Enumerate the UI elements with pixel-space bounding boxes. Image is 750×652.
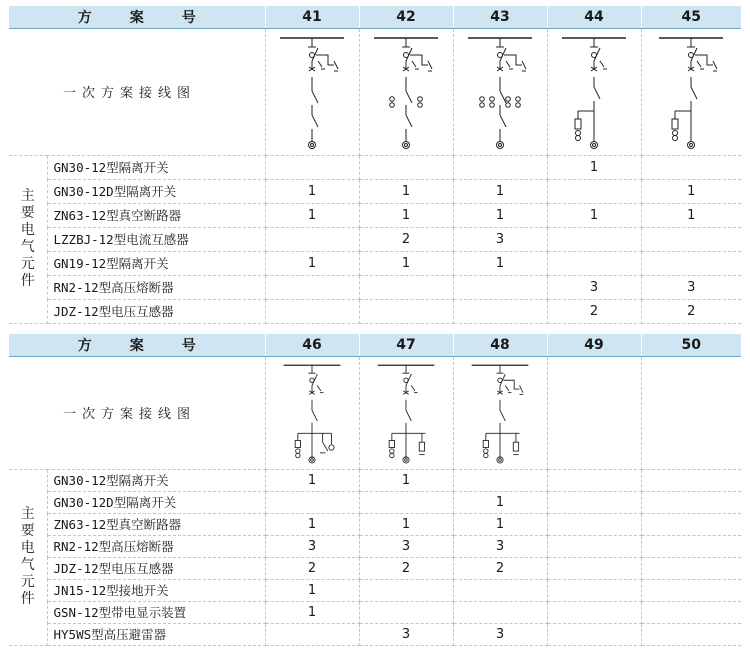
cable-terminal xyxy=(593,143,596,146)
ct-coil xyxy=(418,102,423,107)
scheme-header-row xyxy=(9,334,741,356)
cable-terminal xyxy=(497,141,504,148)
interlock-symbol xyxy=(404,52,409,57)
component-quantity xyxy=(265,299,359,323)
component-row xyxy=(9,275,741,299)
scheme-table-2 xyxy=(9,334,741,646)
component-quantity xyxy=(265,227,359,251)
component-quantity xyxy=(265,275,359,299)
component-name: GN30-12型隔离开关 xyxy=(47,155,265,179)
pt-coil xyxy=(484,453,488,457)
component-name: GN30-12D型隔离开关 xyxy=(47,179,265,203)
component-quantity xyxy=(547,557,641,579)
ct-coil xyxy=(490,96,495,101)
component-quantity xyxy=(641,227,741,251)
cable-terminal xyxy=(311,458,314,461)
wiring-diagram xyxy=(265,28,359,155)
component-row xyxy=(9,557,741,579)
pt-coil xyxy=(576,130,581,135)
component-quantity xyxy=(641,513,741,535)
breaker-blade xyxy=(406,410,411,421)
scheme-table-1 xyxy=(9,6,741,324)
cable-terminal xyxy=(403,141,410,148)
scheme-number: 43 xyxy=(453,6,547,28)
earth-switch-blade xyxy=(519,385,523,392)
component-quantity xyxy=(547,227,641,251)
cable-terminal xyxy=(309,141,316,148)
component-quantity: 1 xyxy=(265,513,359,535)
arrester-symbol xyxy=(513,442,518,451)
component-quantity xyxy=(359,155,453,179)
pt-coil xyxy=(296,448,300,452)
breaker-blade xyxy=(312,410,317,421)
wiring-diagram-row xyxy=(9,28,741,155)
component-name: RN2-12型高压熔断器 xyxy=(47,275,265,299)
component-quantity: 3 xyxy=(359,535,453,557)
component-quantity xyxy=(641,579,741,601)
component-quantity: 1 xyxy=(265,203,359,227)
component-quantity xyxy=(265,491,359,513)
isolator-blade xyxy=(594,48,600,61)
component-quantity xyxy=(547,535,641,557)
component-quantity xyxy=(359,491,453,513)
component-quantity xyxy=(359,275,453,299)
component-quantity xyxy=(265,155,359,179)
component-quantity xyxy=(547,251,641,275)
category-label-text: 主要电气元件 xyxy=(20,188,35,289)
category-label xyxy=(9,155,47,323)
breaker-blade xyxy=(406,91,412,103)
component-quantity: 3 xyxy=(359,623,453,645)
component-quantity: 3 xyxy=(265,535,359,557)
component-quantity: 1 xyxy=(453,513,547,535)
earth-switch-blade xyxy=(697,61,701,67)
category-label-text: 主要电气元件 xyxy=(20,506,35,607)
component-name: JDZ-12型电压互感器 xyxy=(47,557,265,579)
earth-switch-blade xyxy=(411,385,415,390)
scheme-number: 50 xyxy=(641,334,741,356)
component-quantity: 3 xyxy=(453,535,547,557)
component-quantity xyxy=(547,513,641,535)
earth-link xyxy=(504,380,520,389)
component-quantity: 1 xyxy=(359,513,453,535)
wiring-diagram-label: 一次方案接线图 xyxy=(9,28,265,155)
arrester-symbol xyxy=(419,442,424,451)
ct-coil xyxy=(418,96,423,101)
isolator-blade xyxy=(406,115,412,127)
cable-terminal xyxy=(405,458,408,461)
category-label xyxy=(9,469,47,645)
component-quantity: 1 xyxy=(453,251,547,275)
interlock-symbol xyxy=(310,52,315,57)
component-quantity: 2 xyxy=(265,557,359,579)
component-name: JDZ-12型电压互感器 xyxy=(47,299,265,323)
earth-link xyxy=(410,55,428,65)
switch-fuse-pt-alt-diagram xyxy=(651,31,731,153)
wiring-diagram xyxy=(453,356,547,469)
component-quantity xyxy=(547,179,641,203)
ct-coil xyxy=(390,102,395,107)
component-quantity xyxy=(641,469,741,491)
component-quantity xyxy=(547,579,641,601)
wiring-diagram xyxy=(547,356,641,469)
pt-coil xyxy=(673,130,678,135)
component-quantity xyxy=(453,275,547,299)
wiring-diagram xyxy=(359,28,453,155)
component-name: ZN63-12型真空断路器 xyxy=(47,203,265,227)
component-row xyxy=(9,203,741,227)
scheme-number: 46 xyxy=(265,334,359,356)
component-quantity: 1 xyxy=(265,179,359,203)
component-row xyxy=(9,251,741,275)
component-quantity: 1 xyxy=(265,469,359,491)
component-quantity: 1 xyxy=(359,251,453,275)
component-quantity xyxy=(641,557,741,579)
cable-terminal xyxy=(405,143,408,146)
component-row xyxy=(9,469,741,491)
earth-switch-blade xyxy=(506,61,510,67)
component-row xyxy=(9,227,741,251)
component-quantity xyxy=(641,623,741,645)
component-row xyxy=(9,491,741,513)
component-name: GSN-12型带电显示装置 xyxy=(47,601,265,623)
component-quantity xyxy=(453,579,547,601)
wiring-diagram-row xyxy=(9,356,741,469)
component-name: GN30-12型隔离开关 xyxy=(47,469,265,491)
component-quantity: 1 xyxy=(359,203,453,227)
component-quantity xyxy=(641,251,741,275)
cable-terminal xyxy=(311,143,314,146)
earth-switch-blade xyxy=(713,61,717,69)
component-quantity xyxy=(547,469,641,491)
component-quantity xyxy=(641,491,741,513)
dual-switch-breaker-ct2-diagram xyxy=(366,31,446,153)
scheme-number: 42 xyxy=(359,6,453,28)
component-quantity xyxy=(641,155,741,179)
scheme-number: 45 xyxy=(641,6,741,28)
component-quantity: 1 xyxy=(453,179,547,203)
interlock-symbol xyxy=(404,378,408,382)
breaker-blade xyxy=(500,91,506,103)
scheme-number: 47 xyxy=(359,334,453,356)
component-quantity: 1 xyxy=(359,179,453,203)
ct-coil xyxy=(390,96,395,101)
live-indicator xyxy=(329,444,334,449)
pt-coil xyxy=(390,453,394,457)
earth-switch-blade xyxy=(334,61,338,69)
wiring-diagram xyxy=(453,28,547,155)
interlock-symbol xyxy=(498,52,503,57)
component-quantity: 1 xyxy=(265,251,359,275)
component-name: GN19-12型隔离开关 xyxy=(47,251,265,275)
component-quantity xyxy=(641,601,741,623)
isolator-blade xyxy=(312,374,317,386)
component-quantity: 1 xyxy=(265,579,359,601)
fuse-isolator-blade xyxy=(691,87,697,99)
wiring-diagram xyxy=(359,356,453,469)
isolator-blade xyxy=(406,374,411,386)
breaker-blade xyxy=(500,410,505,421)
cable-terminal xyxy=(499,143,502,146)
component-row xyxy=(9,579,741,601)
earth-link xyxy=(504,55,522,65)
cable-terminal xyxy=(688,141,695,148)
component-quantity: 1 xyxy=(641,179,741,203)
component-quantity xyxy=(359,299,453,323)
component-row xyxy=(9,299,741,323)
wiring-diagram xyxy=(641,28,741,155)
pt-coil xyxy=(390,448,394,452)
pt-with-arrester-diagram xyxy=(366,359,446,467)
component-quantity xyxy=(547,491,641,513)
breaker-blade xyxy=(312,91,318,103)
scheme-number: 44 xyxy=(547,6,641,28)
interlock-symbol xyxy=(689,52,694,57)
ct-coil xyxy=(490,102,495,107)
component-quantity: 2 xyxy=(547,299,641,323)
component-name: RN2-12型高压熔断器 xyxy=(47,535,265,557)
isolator-blade xyxy=(312,115,318,127)
wiring-diagram xyxy=(641,356,741,469)
fuse-symbol xyxy=(575,119,581,129)
ct-coil xyxy=(516,102,521,107)
pt-coil xyxy=(673,135,678,140)
scheme-number: 41 xyxy=(265,6,359,28)
ct-coil xyxy=(480,102,485,107)
component-quantity: 1 xyxy=(547,155,641,179)
cable-terminal xyxy=(690,143,693,146)
pt-coil xyxy=(484,448,488,452)
pt-with-arrester-d-diagram xyxy=(460,359,540,467)
fuse-symbol xyxy=(483,440,488,447)
earth-switch-blade xyxy=(318,61,322,67)
ct-coil xyxy=(516,96,521,101)
earth-link xyxy=(695,55,713,65)
component-row xyxy=(9,623,741,645)
wiring-diagram xyxy=(547,28,641,155)
interlock-symbol xyxy=(498,378,502,382)
component-quantity: 3 xyxy=(453,227,547,251)
dual-switch-breaker-ct3-diagram xyxy=(460,31,540,153)
component-quantity xyxy=(453,469,547,491)
component-quantity: 1 xyxy=(359,469,453,491)
earth-switch-blade xyxy=(522,61,526,69)
fuse-isolator-blade xyxy=(594,87,600,99)
component-quantity: 1 xyxy=(641,203,741,227)
switch-fuse-pt-diagram xyxy=(554,31,634,153)
component-name: LZZBJ-12型电流互感器 xyxy=(47,227,265,251)
wiring-diagram xyxy=(265,356,359,469)
component-row xyxy=(9,535,741,557)
component-row xyxy=(9,179,741,203)
dual-switch-breaker-diagram xyxy=(272,31,352,153)
earth-switch-blade xyxy=(317,385,321,390)
component-quantity xyxy=(359,601,453,623)
component-quantity: 1 xyxy=(453,491,547,513)
wiring-diagram-label: 一次方案接线图 xyxy=(9,356,265,469)
component-quantity: 1 xyxy=(265,601,359,623)
fuse-symbol xyxy=(295,440,300,447)
component-name: HY5WS型高压避雷器 xyxy=(47,623,265,645)
component-quantity: 2 xyxy=(453,557,547,579)
earth-switch-blade xyxy=(323,442,328,451)
component-quantity: 3 xyxy=(641,275,741,299)
earth-link xyxy=(316,55,334,65)
interlock-symbol xyxy=(592,52,597,57)
cable-terminal xyxy=(591,141,598,148)
component-quantity: 2 xyxy=(359,557,453,579)
scheme-number: 48 xyxy=(453,334,547,356)
component-quantity: 2 xyxy=(359,227,453,251)
scheme-header-row xyxy=(9,6,741,28)
component-quantity xyxy=(265,623,359,645)
pt-coil xyxy=(296,453,300,457)
component-quantity xyxy=(641,535,741,557)
scheme-number-label: 方案号 xyxy=(9,6,265,28)
component-quantity xyxy=(547,601,641,623)
component-quantity xyxy=(453,601,547,623)
earth-switch-blade xyxy=(412,61,416,67)
component-quantity xyxy=(453,155,547,179)
component-quantity: 3 xyxy=(547,275,641,299)
component-row xyxy=(9,513,741,535)
component-quantity: 1 xyxy=(453,203,547,227)
component-quantity xyxy=(359,579,453,601)
interlock-symbol xyxy=(310,378,314,382)
component-name: GN30-12D型隔离开关 xyxy=(47,491,265,513)
fuse-symbol xyxy=(672,119,678,129)
earth-switch-blade xyxy=(600,61,604,67)
fuse-symbol xyxy=(389,440,394,447)
component-quantity: 2 xyxy=(641,299,741,323)
scheme-number: 49 xyxy=(547,334,641,356)
ct-coil xyxy=(506,96,511,101)
component-row xyxy=(9,155,741,179)
pt-with-earth-switch-diagram xyxy=(272,359,352,467)
component-quantity xyxy=(453,299,547,323)
component-quantity: 1 xyxy=(547,203,641,227)
scheme-number-label: 方案号 xyxy=(9,334,265,356)
component-quantity xyxy=(547,623,641,645)
cable-terminal xyxy=(499,458,502,461)
isolator-blade xyxy=(500,115,506,127)
component-quantity: 3 xyxy=(453,623,547,645)
pt-coil xyxy=(576,135,581,140)
component-name: JN15-12型接地开关 xyxy=(47,579,265,601)
earth-switch-blade xyxy=(505,385,509,390)
ct-coil xyxy=(506,102,511,107)
earth-switch-blade xyxy=(428,61,432,69)
component-name: ZN63-12型真空断路器 xyxy=(47,513,265,535)
component-row xyxy=(9,601,741,623)
ct-coil xyxy=(480,96,485,101)
